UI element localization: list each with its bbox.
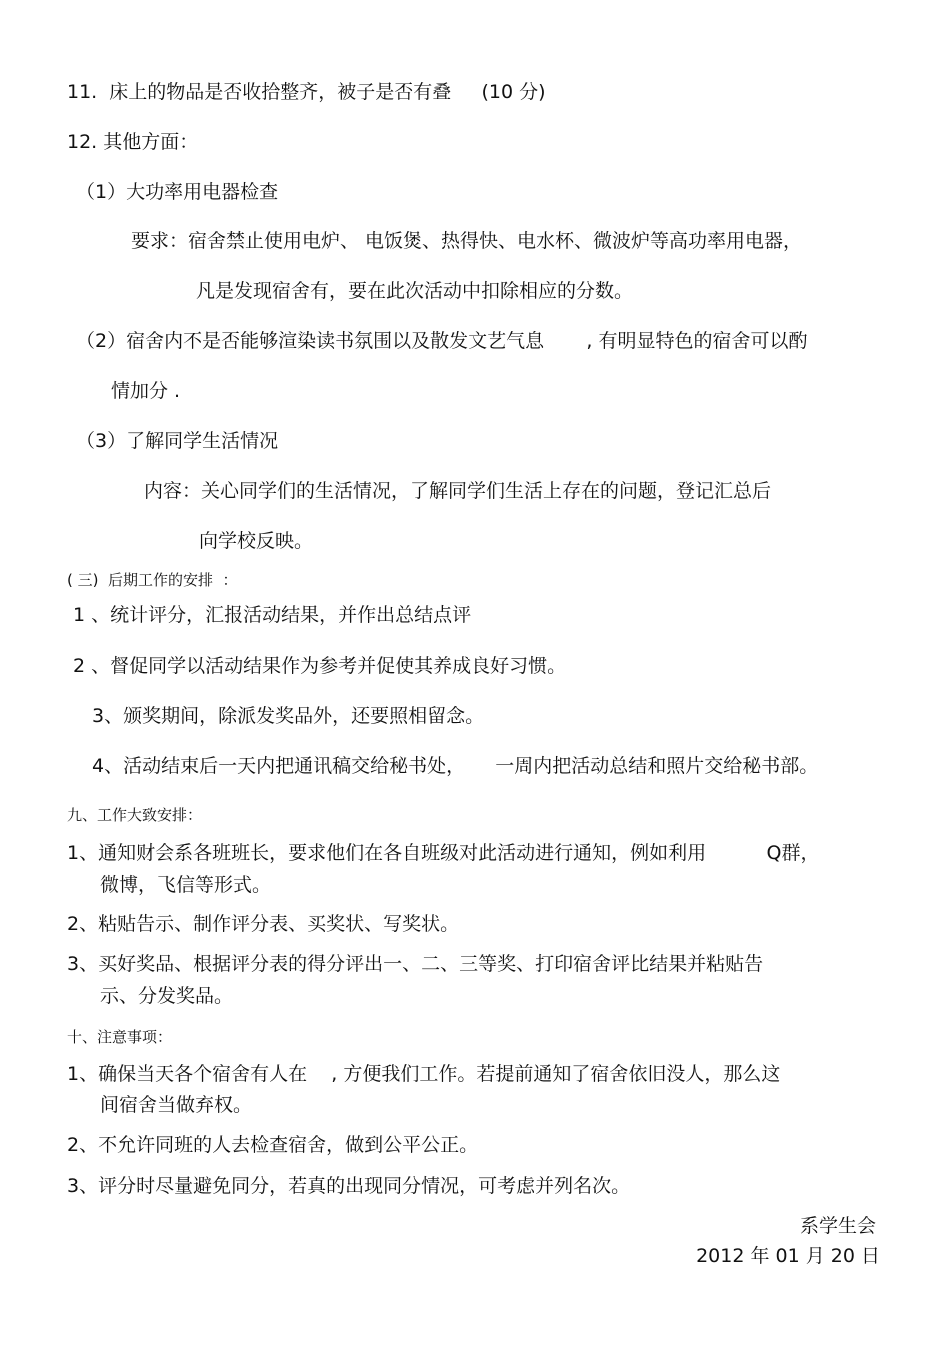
section-9-item-1a: 1、通知财会系各班班长，要求他们在各自班级对此活动进行通知，例如利用 Q群，	[67, 842, 820, 864]
section-9-heading: 九、工作大致安排：	[67, 806, 203, 824]
sub-1-title: （1）大功率用电器检查	[76, 181, 279, 203]
section-3-item-1: 1 、统计评分，汇报活动结果，并作出总结点评	[67, 604, 472, 626]
signature-organization: 系学生会	[799, 1215, 876, 1237]
section-10-item-3: 3、评分时尽量避免同分，若真的出现同分情况，可考虑并列名次。	[67, 1175, 631, 1197]
sub-1-requirement-a: 要求：宿舍禁止使用电炉、 电饭煲、热得快、电水杯、微波炉等高功率用电器，	[131, 230, 803, 252]
section-10-heading: 十、注意事项：	[67, 1028, 173, 1046]
sub-2-text-a: （2）宿舍内不是否能够渲染读书氛围以及散发文艺气息 , 有明显特色的宿舍可以酌	[76, 330, 808, 352]
section-3-heading: ( 三) 后期工作的安排 ：	[67, 571, 238, 589]
section-10-item-1b: 间宿舍当做弃权。	[100, 1094, 253, 1116]
section-10-item-2: 2、不允许同班的人去检查宿舍，做到公平公正。	[67, 1134, 479, 1156]
sub-3-title: （3）了解同学生活情况	[76, 430, 279, 452]
section-9-item-3b: 示、分发奖品。	[100, 985, 234, 1007]
section-3-item-2: 2 、督促同学以活动结果作为参考并促使其养成良好习惯。	[67, 655, 567, 677]
sub-2-text-b: 情加分 .	[111, 380, 181, 402]
sub-3-content-b: 向学校反映。	[199, 530, 314, 552]
section-3-item-4: 4、活动结束后一天内把通讯稿交给秘书处， 一周内把活动总结和照片交给秘书部。	[92, 755, 819, 777]
item-12: 12. 其他方面：	[67, 131, 199, 153]
section-3-item-3: 3、颁奖期间，除派发奖品外，还要照相留念。	[92, 705, 485, 727]
section-10-item-1a: 1、确保当天各个宿舍有人在 , 方便我们工作。若提前通知了宿舍依旧没人，那么这	[67, 1063, 781, 1085]
section-9-item-1b: 微博，飞信等形式。	[100, 874, 272, 896]
section-9-item-2: 2、粘贴告示、制作评分表、买奖状、写奖状。	[67, 913, 460, 935]
item-11: 11. 床上的物品是否收拾整齐，被子是否有叠 (10 分)	[67, 81, 546, 103]
sub-1-requirement-b: 凡是发现宿舍有，要在此次活动中扣除相应的分数。	[196, 280, 634, 302]
section-9-item-3a: 3、买好奖品、根据评分表的得分评出一、二、三等奖、打印宿舍评比结果并粘贴告	[67, 953, 764, 975]
sub-3-content-a: 内容：关心同学们的生活情况，了解同学们生活上存在的问题，登记汇总后	[144, 480, 772, 502]
signature-date: 2012 年 01 月 20 日	[696, 1245, 880, 1267]
